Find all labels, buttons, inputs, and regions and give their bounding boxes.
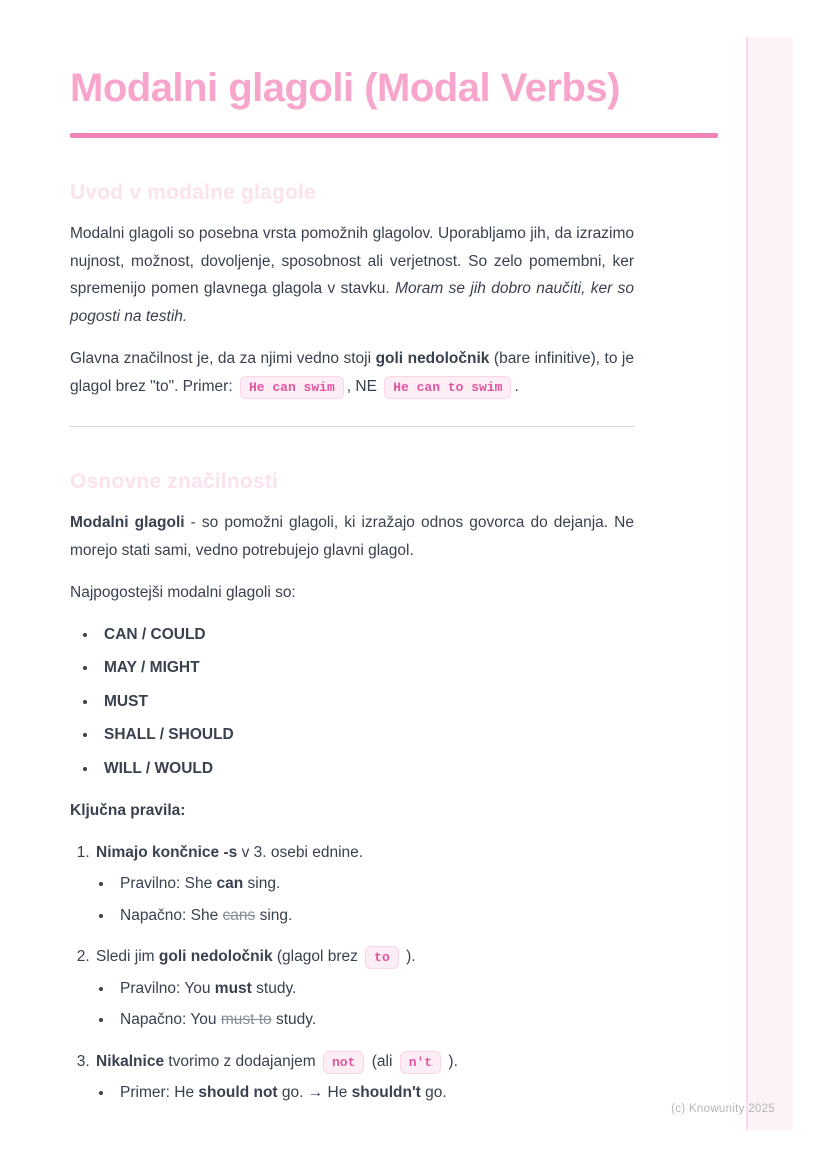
example-item: • Napačno: You must to study. [114,1006,634,1034]
modal-verb-item: • SHALL / SHOULD [98,721,634,749]
example-item: • Napačno: She cans sing. [114,902,634,930]
intro-paragraph-1: Modalni glagoli so posebna vrsta pomožnih glagolov. Uporabljamo jih, da izrazimo nujnost, možnost, dovoljenje, sposobnost ali verjetnost. So zelo pomembni, ker spremenijo pomen glavnega glagola v stavku. Moram se jih dobro naučiti, ker so pogosti na testih. [70,225,634,325]
rule-examples [96,975,634,1034]
rule-lead: 2. Sledi jim goli nedoločnik (glagol brez to ). [96,943,634,971]
page-title: Modalni glagoli (Modal Verbs) [70,66,620,110]
document-header [70,0,720,138]
rule-examples [96,1079,634,1107]
copyright-notice: (c) Knowunity 2025 [671,1103,775,1115]
rule-lead: 1. Nimajo končnice -s v 3. osebi ednine. [96,843,364,861]
page-edge-strip [746,37,793,1130]
modal-verb-item: • MUST [98,688,634,716]
modal-verbs-list [70,621,634,783]
rule-item [94,839,634,930]
example-item: • Primer: He should not go. → He shouldn't go. [114,1079,634,1107]
modal-verb-item: • WILL / WOULD [98,755,634,783]
intro-paragraph-2: Glavna značilnost je, da za njimi vedno stoji goli nedoločnik (bare infinitive), to je glagol brez "to". Primer: He can swim , NE He can to swim . [70,345,634,400]
example-item: • Pravilno: You must study. [114,975,634,1003]
basics-definition-paragraph: Modalni glagoli - so pomožni glagoli, ki izražajo odnos govorca do dejanja. Ne morejo stati sami, vedno potrebujejo glavni glagol. [70,514,634,559]
section-heading-basics: Osnovne značilnosti [70,470,279,493]
basics-intro-line: Najpogostejši modalni glagoli so: [70,584,296,601]
rules-label: Ključna pravila: [70,802,186,819]
modal-verb-item: • MAY / MIGHT [98,654,634,682]
modal-verb-item: • CAN / COULD [98,621,634,649]
key-rules-list [70,839,634,1107]
section-divider [70,426,634,427]
rule-lead: 3. Nikalnice tvorimo z dodajanjem not (ali n't ). [96,1048,634,1076]
rule-item [94,943,634,1034]
document-body [70,138,634,1121]
rule-item [94,1048,634,1107]
section-heading-intro: Uvod v modalne glagole [70,181,316,204]
rule-examples [96,870,634,929]
example-item: • Pravilno: She can sing. [114,870,634,898]
